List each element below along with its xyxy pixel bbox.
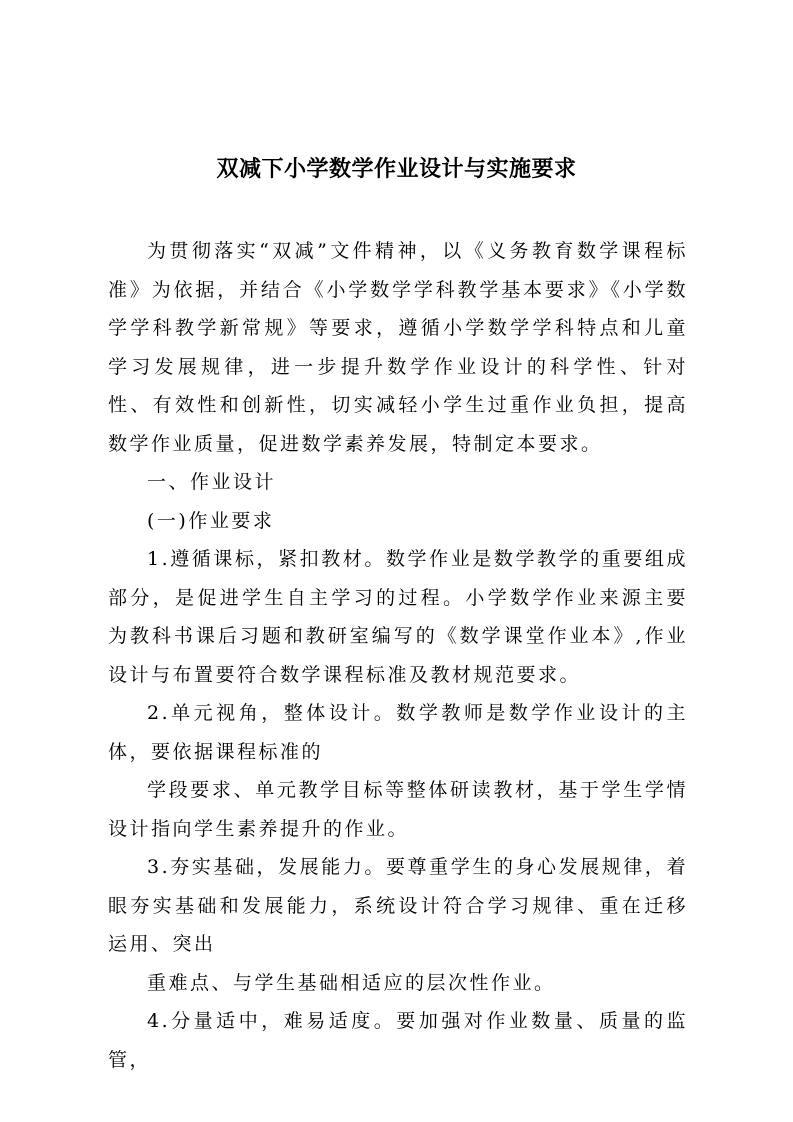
requirement-3-continuation: 重难点、与学生基础相适应的层次性作业。 xyxy=(147,971,556,994)
requirement-3-paragraph: 3.夯实基础，发展能力。要尊重学生的身心发展规律，着眼夯实基础和发展能力，系统设计符合学习规律、重在迁移运用、突出 xyxy=(108,856,688,955)
intro-paragraph: 为贯彻落实“双减”文件精神，以《义务教育数学课程标准》为依据，并结合《小学数学学科教学基本要求》《小学数学学科教学新常规》等要求，遵循小学数学学科特点和儿童学习发展规律，进一步提升数学作业设计的科学性、针对性、有效性和创新性，切实减轻小学生过重作业负担，提高数学作业质量，促进数学素养发展，特制定本要求。 xyxy=(108,240,688,455)
requirement-2-continuation: 学段要求、单元教学目标等整体研读教材，基于学生学情设计指向学生素养提升的作业。 xyxy=(108,779,688,840)
document-title: 双减下小学数学作业设计与实施要求 xyxy=(216,157,577,182)
requirement-4-paragraph: 4.分量适中，难易适度。要加强对作业数量、质量的监管， xyxy=(108,1010,688,1071)
requirement-2-paragraph: 2.单元视角，整体设计。数学教师是数学作业设计的主体，要依据课程标准的 xyxy=(108,702,688,763)
requirement-1-paragraph: 1.遵循课标，紧扣教材。数学作业是数学教学的重要组成部分，是促进学生自主学习的过程。小学数学作业来源主要为教科书课后习题和教研室编写的《数学课堂作业本》,作业设计与布置要符合数学课程标准及教材规范要求。 xyxy=(108,548,688,686)
subsection-heading-requirements: (一)作业要求 xyxy=(147,509,275,532)
section-heading-design: 一、作业设计 xyxy=(147,471,277,493)
document-body xyxy=(108,232,688,1079)
